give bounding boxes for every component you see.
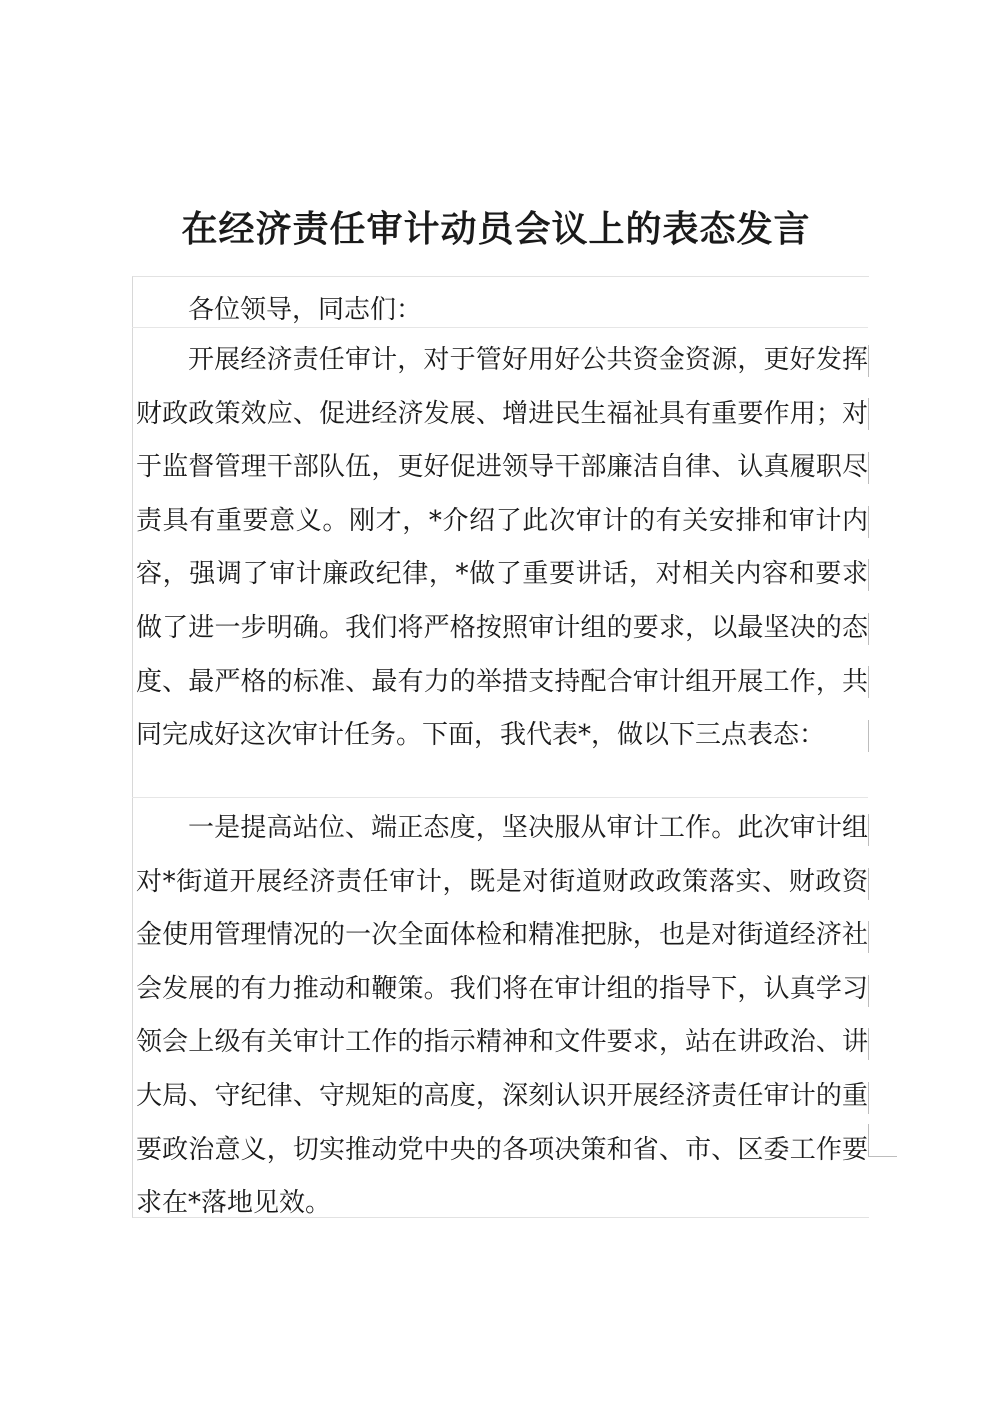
paragraph-2: 一是提高站位、端正态度，坚决服从审计工作。此次审计组对*街道开展经济责任审计，既是对街道财政政策落实、财政资金使用管理情况的一次全面体检和精准把脉，也是对街道经济社会发展的有力推动和鞭策。我们将在审计组的指导下，认真学习领会上级有关审计工作的指示精神和文件要求，站在讲政治、讲大局、守纪律、守规矩的高度，深刻认识开展经济责任审计的重要政治意义，切实推动党中央的各项决策和省、市、区委工作要求在*落地见效。 xyxy=(136,813,868,1219)
line-marker xyxy=(868,921,869,953)
line-marker xyxy=(868,398,869,430)
line-marker xyxy=(868,506,869,538)
line-marker xyxy=(868,452,869,484)
overflow-marker xyxy=(868,1124,897,1157)
line-marker xyxy=(868,613,869,645)
line-marker xyxy=(868,345,869,377)
line-marker xyxy=(868,720,869,752)
line-marker xyxy=(868,666,869,698)
document-title: 在经济责任审计动员会议上的表态发言 xyxy=(181,209,811,250)
line-marker xyxy=(868,559,869,591)
line-marker xyxy=(868,814,869,846)
paragraph-1: 开展经济责任审计，对于管好用好公共资金资源，更好发挥财政政策效应、促进经济发展、增进民生福祉具有重要作用；对于监督管理干部队伍，更好促进领导干部廉洁自律、认真履职尽责具有重要意义。刚才，*介绍了此次审计的有关安排和审计内容，强调了审计廉政纪律，*做了重要讲话，对相关内容和要求做了进一步明确。我们将严格按照审计组的要求，以最坚决的态度、最严格的标准、最有力的举措支持配合审计组开展工作，共同完成好这次审计任务。下面，我代表*，做以下三点表态： xyxy=(136,345,868,751)
line-marker xyxy=(868,1082,869,1114)
line-marker xyxy=(868,868,869,900)
paragraph-separator xyxy=(132,797,868,798)
line-marker xyxy=(868,1028,869,1060)
line-marker xyxy=(868,975,869,1007)
greeting: 各位领导，同志们： xyxy=(188,295,423,325)
